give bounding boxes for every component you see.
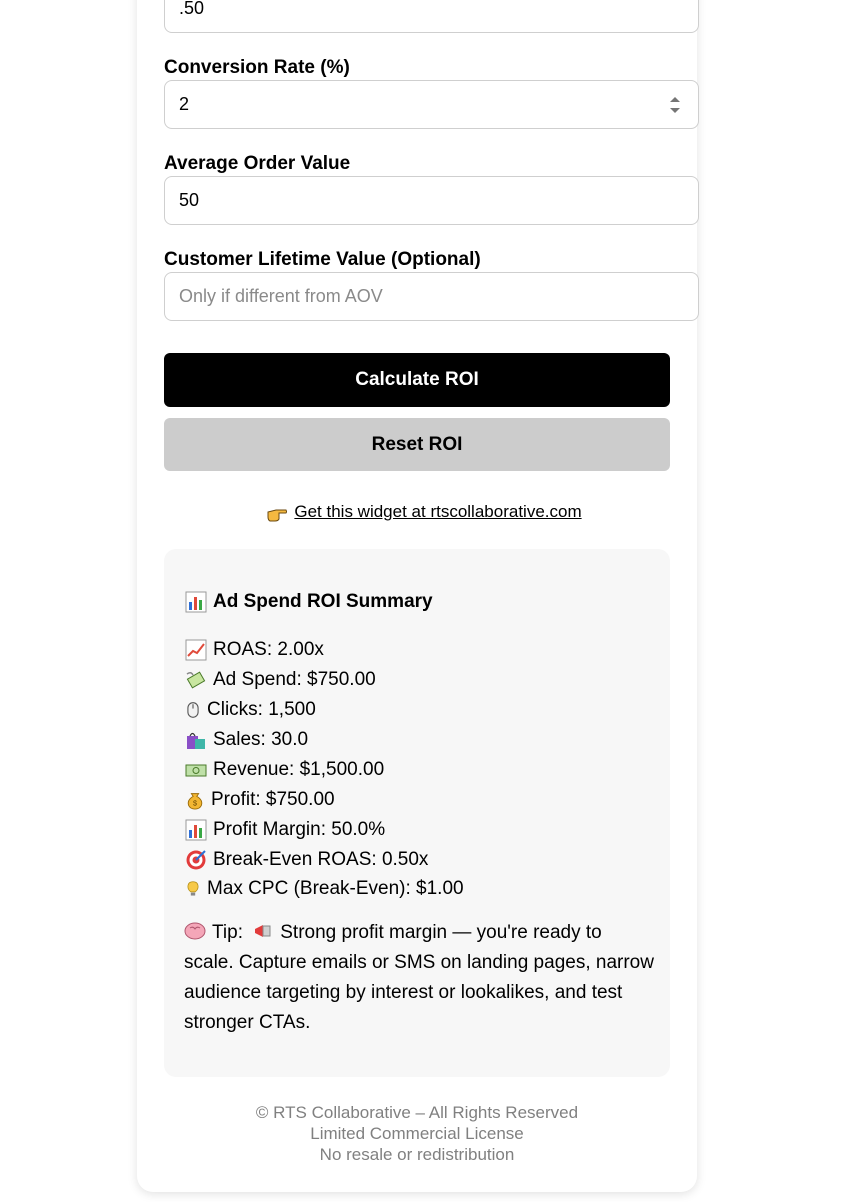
clv-label: Customer Lifetime Value (Optional) (164, 249, 481, 270)
metric-clicks (185, 698, 316, 722)
metric-roas (185, 638, 324, 662)
metric-text: Profit Margin: 50.0% (213, 819, 386, 840)
metric-text: Max CPC (Break-Even): $1.00 (207, 878, 464, 899)
number-stepper-icon[interactable] (668, 94, 682, 116)
tip-label: Tip: (212, 922, 243, 943)
footer-license: Limited Commercial License (310, 1124, 524, 1143)
light-bulb-icon (185, 878, 201, 900)
footer-copyright: © RTS Collaborative – All Rights Reserved (255, 1103, 579, 1122)
mouse-icon (185, 699, 201, 721)
footer (0, 1102, 834, 1165)
shopping-bags-icon (185, 729, 207, 751)
conversion-rate-label: Conversion Rate (%) (164, 57, 350, 78)
aov-input[interactable] (164, 176, 699, 225)
metric-text: Revenue: $1,500.00 (213, 759, 385, 780)
svg-text:$: $ (192, 798, 198, 808)
metric-profit-margin (185, 818, 385, 842)
conversion-rate-input[interactable] (164, 80, 699, 129)
widget-link-row (0, 500, 848, 524)
megaphone-icon (252, 920, 274, 942)
summary-title-text: Ad Spend ROI Summary (213, 591, 433, 612)
footer-no-resale: No resale or redistribution (319, 1145, 515, 1164)
metric-sales (185, 728, 308, 752)
money-wings-icon (185, 669, 207, 691)
metric-ad-spend (185, 668, 376, 692)
cpc-input[interactable] (164, 0, 699, 33)
summary-title (185, 590, 433, 614)
brain-icon (184, 920, 206, 942)
metric-max-cpc (185, 877, 464, 901)
calculate-roi-button[interactable]: Calculate ROI (164, 353, 670, 407)
metric-break-even-roas (185, 848, 428, 872)
dollar-banknote-icon (185, 759, 207, 781)
metric-revenue (185, 758, 384, 782)
aov-label: Average Order Value (164, 153, 351, 174)
metric-text: Ad Spend: $750.00 (213, 669, 376, 690)
metric-text: Break-Even ROAS: 0.50x (213, 849, 429, 870)
clv-input[interactable] (164, 272, 699, 321)
metric-profit (185, 788, 335, 812)
widget-link[interactable]: Get this widget at rtscollaborative.com (294, 502, 582, 521)
chart-increasing-icon (185, 639, 207, 661)
money-bag-icon (185, 789, 205, 811)
metric-text: Clicks: 1,500 (207, 699, 316, 720)
metric-text: Profit: $750.00 (211, 789, 335, 810)
tip-text-block (184, 918, 656, 1038)
target-icon (185, 849, 207, 871)
bar-chart-icon (185, 591, 207, 613)
tip-text: Strong profit margin — you're ready to scale. Capture emails or SMS on landing pages, narrow audience targeting by interest or lookalikes, and test stronger CTAs. (184, 922, 654, 1033)
bar-chart-icon (185, 819, 207, 841)
metric-text: ROAS: 2.00x (213, 639, 324, 660)
pointing-hand-icon (266, 503, 288, 523)
metric-text: Sales: 30.0 (213, 729, 309, 750)
reset-roi-button[interactable]: Reset ROI (164, 418, 670, 471)
